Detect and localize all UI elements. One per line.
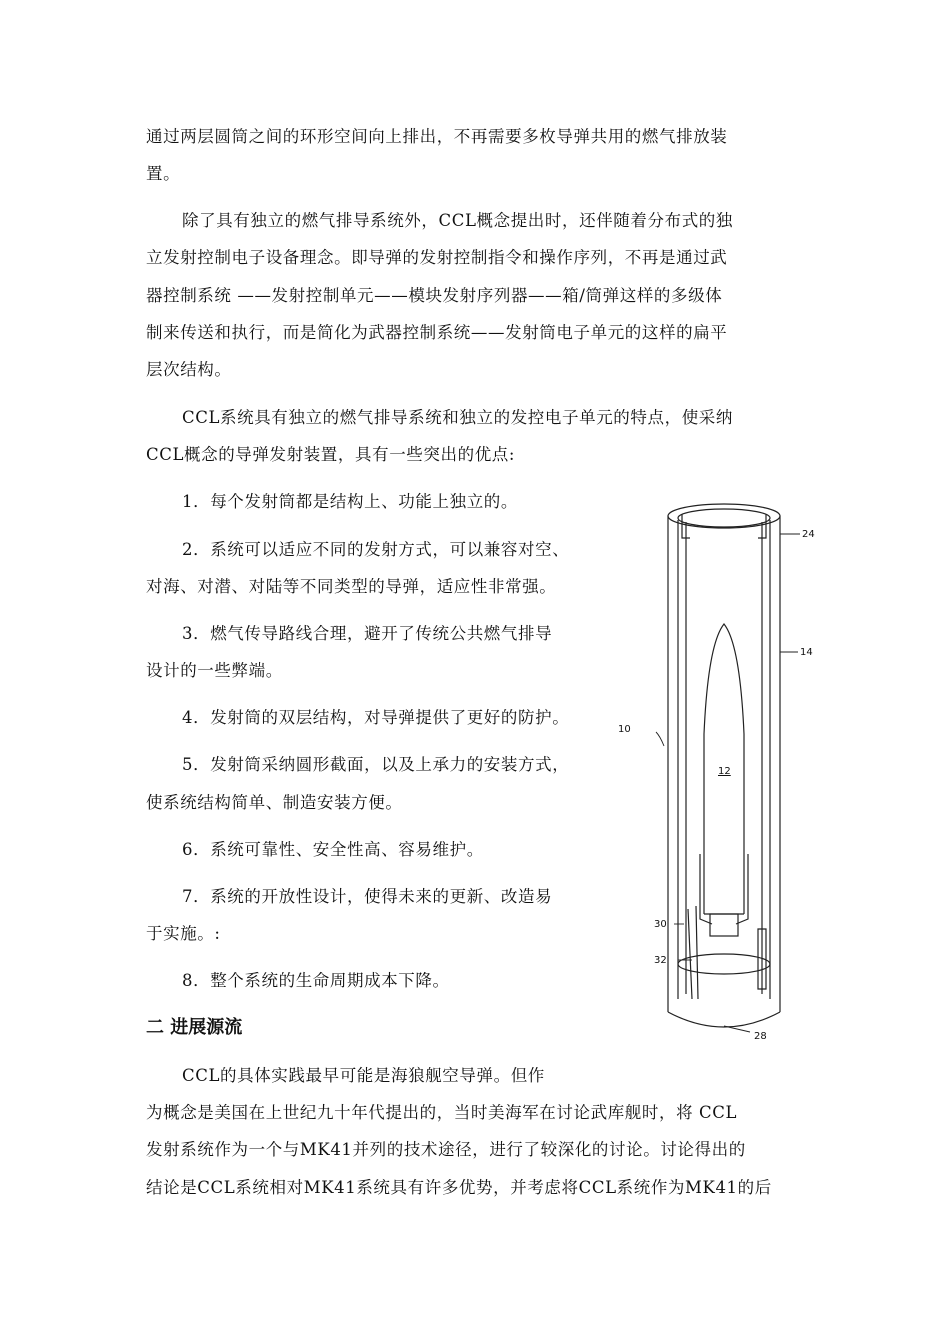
list-item: 4．发射筒的双层结构，对导弹提供了更好的防护。 (182, 708, 570, 727)
callout-24: 24 (802, 529, 815, 540)
text-line: 立发射控制电子设备理念。即导弹的发射控制指令和操作序列，不再是通过武 (146, 248, 728, 267)
list-item: 8．整个系统的生命周期成本下降。 (182, 971, 450, 990)
text-line: 发射系统作为一个与MK41并列的技术途径，进行了较深化的讨论。讨论得出的 (146, 1140, 746, 1159)
text-line: CCL概念的导弹发射装置，具有一些突出的优点: (146, 445, 516, 464)
text-line: 结论是CCL系统相对MK41系统具有许多优势，并考虑将CCL系统作为MK41的后 (146, 1178, 772, 1197)
list-item: 6．系统可靠性、安全性高、容易维护。 (182, 840, 484, 859)
list-item: 7．系统的开放性设计，使得未来的更新、改造易 (182, 887, 553, 906)
text-line: 置。 (146, 164, 181, 183)
text-line: 器控制系统 ——发射控制单元——模块发射序列器——箱/筒弹这样的多级体 (146, 286, 723, 305)
launcher-canister-figure (618, 494, 832, 1054)
callout-12: 12 (718, 766, 731, 777)
list-item: 2．系统可以适应不同的发射方式，可以兼容对空、 (182, 540, 570, 559)
text-line: 除了具有独立的燃气排导系统外，CCL概念提出时，还伴随着分布式的独 (182, 211, 734, 230)
callout-14: 14 (800, 647, 813, 658)
text-line: CCL的具体实践最早可能是海狼舰空导弹。但作 (182, 1066, 545, 1085)
text-line: 为概念是美国在上世纪九十年代提出的，当时美海军在讨论武库舰时，将 CCL (146, 1103, 738, 1122)
list-item: 5．发射筒采纳圆形截面，以及上承力的安装方式， (182, 755, 570, 774)
text-line: CCL系统具有独立的燃气排导系统和独立的发控电子单元的特点，使采纳 (182, 408, 734, 427)
text-line: 通过两层圆筒之间的环形空间向上排出，不再需要多枚导弹共用的燃气排放装 (146, 127, 728, 146)
text-line: 制来传送和执行，而是简化为武器控制系统——发射筒电子单元的这样的扁平 (146, 323, 728, 342)
callout-32: 32 (654, 955, 667, 966)
section-heading: 二 进展源流 (146, 1017, 243, 1038)
list-item: 1．每个发射筒都是结构上、功能上独立的。 (182, 492, 518, 511)
text-line: 于实施。: (146, 924, 221, 943)
list-item: 3．燃气传导路线合理，避开了传统公共燃气排导 (182, 624, 553, 643)
text-line: 对海、对潜、对陆等不同类型的导弹，适应性非常强。 (146, 577, 557, 596)
canister-drawing (618, 494, 832, 1054)
text-line: 层次结构。 (146, 360, 232, 379)
callout-10: 10 (618, 724, 631, 735)
callout-30: 30 (654, 919, 667, 930)
callout-28: 28 (754, 1031, 767, 1042)
text-line: 使系统结构简单、制造安装方便。 (146, 793, 403, 812)
text-line: 设计的一些弊端。 (146, 661, 283, 680)
